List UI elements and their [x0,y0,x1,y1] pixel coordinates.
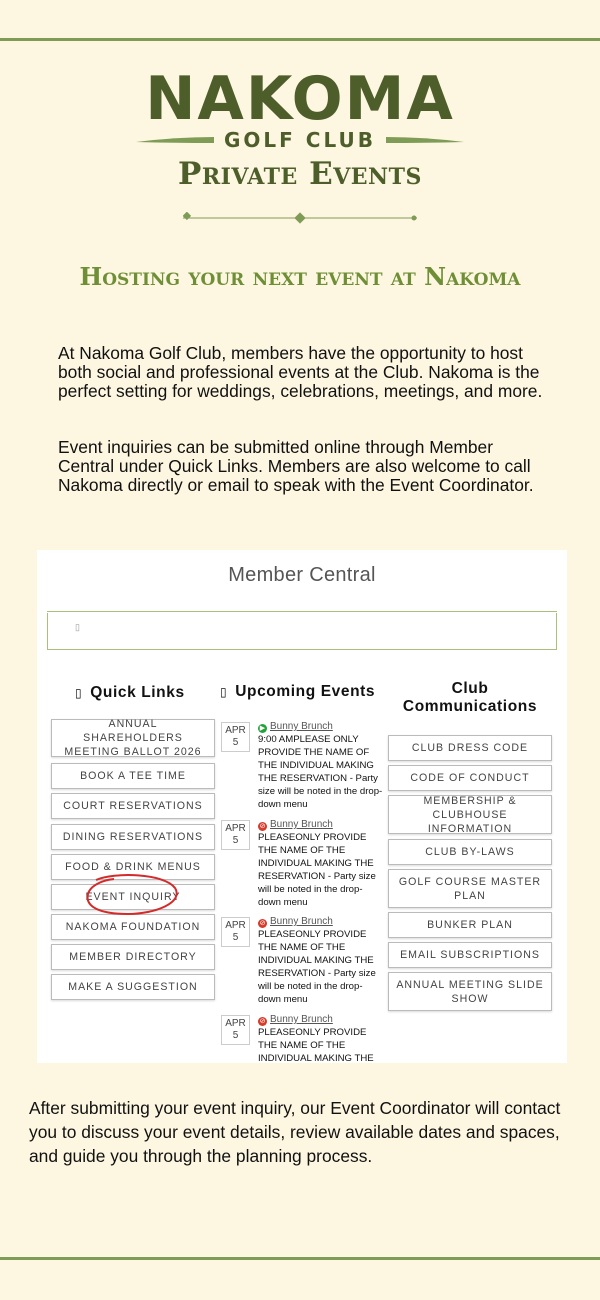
calendar-icon: ▯ [220,685,228,699]
intro-paragraph-1: At Nakoma Golf Club, members have the opportunity to host both social and professional events at the Club. Nakoma is the perfect setting for weddings, celebrations, meetings, and more. [58,343,543,401]
quick-link-event-inquiry[interactable]: EVENT INQUIRY [51,884,215,910]
member-central-screenshot [37,550,567,1063]
quick-link-dining-reservations[interactable]: DINING RESERVATIONS [51,824,215,850]
unavailable-status-icon: ⊘ [259,920,266,927]
top-border-rule [0,38,600,41]
event-link[interactable]: Bunny Brunch [270,819,333,830]
event-date: APR 5 [221,917,250,947]
event-description: 9:00 AMPLEASE ONLY PROVIDE THE NAME OF THE INDIVIDUAL MAKING THE RESERVATION - Party size will be noted in the drop-down menu [258,734,383,810]
event-description: PLEASEONLY PROVIDE THE NAME OF THE INDIVIDUAL MAKING THE RESERVATION - Party size will be noted in the drop-down menu [258,929,376,1005]
nakoma-logo [0,64,600,152]
left-swoosh-icon [136,135,214,145]
unavailable-status-icon: ⊘ [259,1018,266,1025]
event-date: APR 5 [221,722,250,752]
logo-wordmark: NAKOMA [145,64,455,134]
club-comm-by-laws[interactable]: CLUB BY-LAWS [388,839,552,865]
intro-paragraph-2: Event inquiries can be submitted online through Member Central under Quick Links. Members are also welcome to call Nakoma directly or email to speak with the Event Coordinator. [58,437,534,495]
event-link[interactable]: Bunny Brunch [270,1014,333,1025]
event-date: APR 5 [221,1015,250,1045]
event-body [258,915,383,1006]
page-title: Private Events [178,156,422,192]
member-central-title: Member Central [228,564,376,586]
club-comm-bunker-plan[interactable]: BUNKER PLAN [388,912,552,938]
event-date: APR 5 [221,820,250,850]
quick-link-member-directory[interactable]: MEMBER DIRECTORY [51,944,215,970]
club-comm-dress-code[interactable]: CLUB DRESS CODE [388,735,552,761]
ornamental-divider [183,212,417,224]
club-comm-meeting-slideshow[interactable]: ANNUAL MEETING SLIDE SHOW [388,972,552,1011]
quick-link-shareholders-ballot[interactable]: ANNUAL SHAREHOLDERS MEETING BALLOT 2026 [51,719,215,757]
event-link[interactable]: Bunny Brunch [270,916,333,927]
event-body [258,1013,383,1063]
event-description: PLEASEONLY PROVIDE THE NAME OF THE INDIVIDUAL MAKING THE [258,1027,374,1063]
unavailable-status-icon: ⊘ [259,823,266,830]
member-central-banner-box [47,613,557,650]
footer-paragraph: After submitting your event inquiry, our Event Coordinator will contact you to discuss your event details, review available dates and spaces, and guide you through the planning process. [29,1098,561,1166]
member-central-divider [47,611,557,612]
event-body [258,818,383,909]
event-item [221,1013,383,1063]
club-comm-code-of-conduct[interactable]: CODE OF CONDUCT [388,765,552,791]
quick-link-court-reservations[interactable]: COURT RESERVATIONS [51,793,215,819]
broken-glyph-icon: ▯ [75,622,80,632]
quick-link-nakoma-foundation[interactable]: NAKOMA FOUNDATION [51,914,215,940]
right-swoosh-icon [386,135,464,145]
quick-link-food-drink-menus[interactable]: FOOD & DRINK MENUS [51,854,215,880]
event-item [221,915,383,1007]
available-status-icon: ▶ [259,725,266,732]
quick-links-heading: ▯ Quick Links [75,684,185,701]
upcoming-events-heading: ▯ Upcoming Events [220,683,376,700]
bottom-border-rule [0,1257,600,1260]
event-item [221,818,383,910]
club-comm-master-plan[interactable]: GOLF COURSE MASTER PLAN [388,869,552,908]
event-item [221,720,383,812]
logo-subtitle: GOLF CLUB [224,128,376,152]
event-body [258,720,383,811]
quick-link-make-suggestion[interactable]: MAKE A SUGGESTION [51,974,215,1000]
club-comm-email-subscriptions[interactable]: EMAIL SUBSCRIPTIONS [388,942,552,968]
link-icon: ▯ [75,686,83,700]
event-link[interactable]: Bunny Brunch [270,721,333,732]
club-communications-heading: Club Communications [402,680,538,715]
event-description: PLEASEONLY PROVIDE THE NAME OF THE INDIVIDUAL MAKING THE RESERVATION - Party size will be noted in the drop-down menu [258,832,376,908]
quick-link-book-tee-time[interactable]: BOOK A TEE TIME [51,763,215,789]
club-comm-membership-info[interactable]: MEMBERSHIP & CLUBHOUSE INFORMATION [388,795,552,834]
section-subtitle: Hosting your next event at Nakoma [79,262,521,291]
